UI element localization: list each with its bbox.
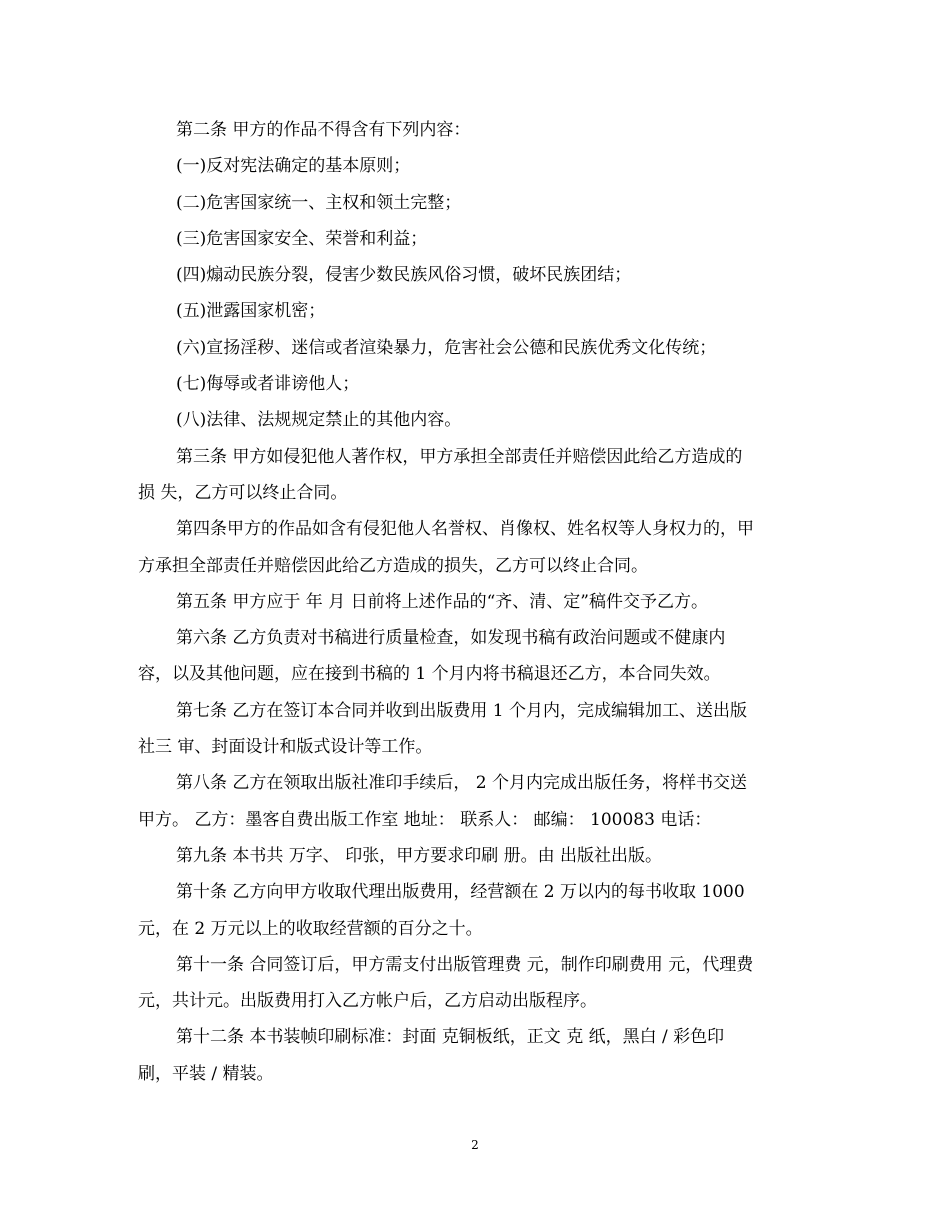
article-2-item-3: (三)危害国家安全、荣誉和利益； bbox=[176, 228, 428, 249]
article-3-line-1: 第三条 甲方如侵犯他人著作权，甲方承担全部责任并赔偿因此给乙方造成的 bbox=[176, 446, 743, 467]
document-body bbox=[138, 112, 818, 1092]
article-2-heading: 第二条 甲方的作品不得含有下列内容： bbox=[176, 120, 471, 140]
article-5-line-1: 第五条 甲方应于 年 月 日前将上述作品的“齐、清、定”稿件交予乙方。 bbox=[176, 591, 708, 612]
article-6-line-2: 容，以及其他问题，应在接到书稿的 1 个月内将书稿退还乙方，本合同失效。 bbox=[138, 664, 721, 685]
article-3-line-2: 损 失，乙方可以终止合同。 bbox=[138, 482, 348, 503]
article-7-line-2: 社三 审、封面设计和版式设计等工作。 bbox=[138, 737, 433, 758]
article-4-line-1: 第四条甲方的作品如含有侵犯他人名誉权、肖像权、姓名权等人身权力的，甲 bbox=[176, 519, 754, 540]
page-number: 2 bbox=[471, 1138, 479, 1152]
article-2-item-8: (八)法律、法规规定禁止的其他内容。 bbox=[176, 410, 462, 431]
article-11-line-1: 第十一条 合同签订后，甲方需支付出版管理费 元，制作印刷费用 元，代理费 bbox=[176, 954, 754, 975]
article-2-item-4: (四)煽动民族分裂，侵害少数民族风俗习惯，破坏民族团结； bbox=[176, 265, 632, 286]
article-2-item-5: (五)泄露国家机密； bbox=[176, 301, 326, 322]
article-4-line-2: 方承担全部责任并赔偿因此给乙方造成的损失，乙方可以终止合同。 bbox=[138, 555, 648, 576]
article-7-line-1: 第七条 乙方在签订本合同并收到出版费用 1 个月内，完成编辑加工、送出版 bbox=[176, 700, 748, 721]
article-8-line-1: 第八条 乙方在领取出版社准印手续后， 2 个月内完成出版任务，将样书交送 bbox=[176, 773, 748, 794]
article-12-line-2: 刷，平装 / 精装。 bbox=[138, 1063, 274, 1084]
article-9-line-1: 第九条 本书共 万字、 印张，甲方要求印刷 册。由 出版社出版。 bbox=[176, 845, 663, 866]
article-2-item-2: (二)危害国家统一、主权和领土完整； bbox=[176, 192, 462, 213]
article-8-line-2: 甲方。 乙方：墨客自费出版工作室 地址： 联系人： 邮编： 100083 电话： bbox=[138, 809, 712, 830]
article-2-item-7: (七)侮辱或者诽谤他人； bbox=[176, 374, 360, 395]
article-6-line-1: 第六条 乙方负责对书稿进行质量检查，如发现书稿有政治问题或不健康内 bbox=[176, 628, 726, 649]
article-11-line-2: 元，共计元。出版费用打入乙方帐户后，乙方启动出版程序。 bbox=[138, 991, 597, 1012]
article-10-line-1: 第十条 乙方向甲方收取代理出版费用，经营额在 2 万以内的每书收取 1000 bbox=[176, 882, 745, 903]
article-2-item-6: (六)宣扬淫秽、迷信或者渲染暴力，危害社会公德和民族优秀文化传统； bbox=[176, 337, 717, 358]
article-2-item-1: (一)反对宪法确定的基本原则； bbox=[176, 156, 411, 177]
article-12-line-1: 第十二条 本书装帧印刷标准：封面 克铜板纸，正文 克 纸，黑白 / 彩色印 bbox=[176, 1027, 725, 1048]
article-10-line-2: 元，在 2 万元以上的收取经营额的百分之十。 bbox=[138, 918, 483, 939]
